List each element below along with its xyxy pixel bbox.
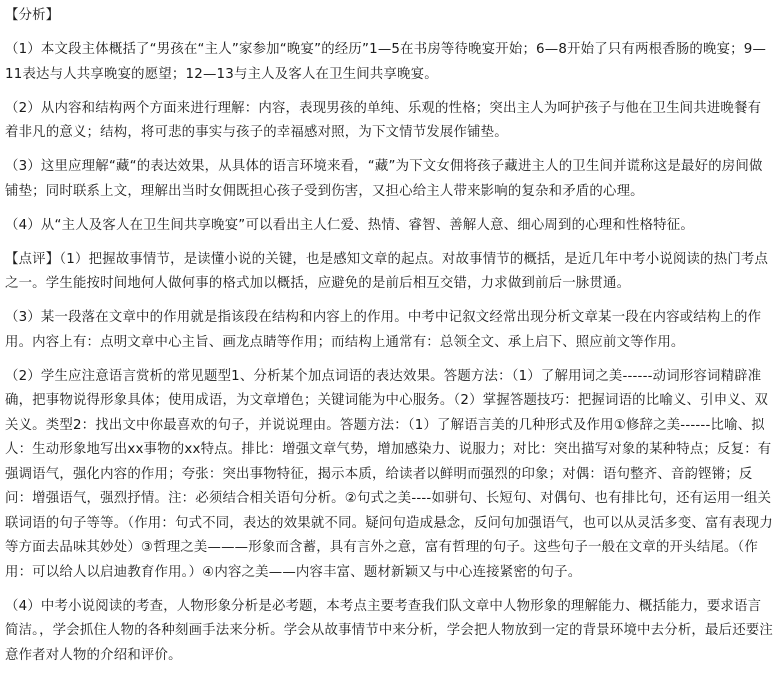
comment-point-2: （2）学生应注意语言赏析的常见题型1、分析某个加点词语的表达效果。答题方法：（1）了解用词之美------动词形容词精辟准确，把事物说得形象具体；使用成语，为文章增色；关键词能为中心服务。（2）掌握答题技巧：把握词语的比喻义、引申义、双关义。类型2：找出文中你最喜欢的句子，并说说理由。答题方法：（1）了解语言美的几种形式及作用①修辞之美------比喻、拟人：生动形象地写出xx事物的xx特点。排比：增强文章气势，增加感染力、说服力；对比：突出描写对象的某种特点；反复：有强调语气，强化内容的作用；夸张：突出事物特征，揭示本质，给读者以鲜明而强烈的印象；对偶：语句整齐、音韵铿锵；反问：增强语气，强烈抒情。注：必须结合相关语句分析。②句式之美----如骈句、长短句、对偶句、也有排比句，还有运用一组关联词语的句子等等。（作用：句式不同，表达的效果就不同。疑问句造成悬念，反问句加强语气，也可以从灵活多变、富有表现力等方面去品味其妙处）③哲理之美———形象而含蓄，具有言外之意，富有哲理的句子。这些句子一般在文章的开头结尾。（作用：可以给人以启迪教育作用。）④内容之美——内容丰富、题材新颖又与中心连接紧密的句子。 [5,368,773,580]
analysis-point-3: （3）这里应理解“藏“的表达效果，从具体的语言环境来看，“藏”为下文女佣将孩子藏进主人的卫生间并谎称这是最好的房间做铺垫；同时联系上文，理解出当时女佣既担心孩子受到伤害，又担心给主人带来影响的复杂和矛盾的心理。 [5,159,763,199]
analysis-point-2: （2）从内容和结构两个方面来进行理解：内容，表现男孩的单纯、乐观的性格；突出主人为呵护孩子与他在卫生间共进晚餐有着非凡的意义；结构，将可悲的事实与孩子的幸福感对照，为下文情节发展作铺垫。 [5,100,762,140]
comment-point-3: （3）某一段落在文章中的作用就是指该段在结构和内容上的作用。中考中记叙文经常出现分析文章某一段在内容或结构上的作用。内容上有：点明文章中心主旨、画龙点睛等作用；而结构上通常有：总领全文、承上启下、照应前文等作用。 [5,310,762,350]
analysis-point-4: （4）从“主人及客人在卫生间共享晚宴”可以看出主人仁爱、热情、睿智、善解人意、细心周到的心理和性格特征。 [5,217,694,233]
analysis-heading: 【分析】 [5,8,60,23]
comment-point-4: （4）中考小说阅读的考查，人物形象分析是必考题，本考点主要考查我们队文章中人物形象的理解能力、概括能力，要求语言简洁。，学会抓住人物的各种刻画手法来分析。学会从故事情节中来分析，学会把人物放到一定的背景环境中去分析，最后还要注意作者对人物的介绍和评价。 [5,598,773,663]
analysis-point-1: （1）本文段主体概括了“男孩在“主人”家参加“晚宴”的经历”1—5在书房等待晚宴开始；6—8开始了只有两根香肠的晚宴；9—11表达与人共享晚宴的愿望；12—13与主人及客人在卫生间共享晚宴。 [5,42,767,82]
comment-point-1: 【点评】（1）把握故事情节，是读懂小说的关键，也是感知文章的起点。对故事情节的概括，是近几年中考小说阅读的热门考点之一。学生能按时间地何人做何事的格式加以概括，应避免的是前后相互交错，力求做到前后一脉贯通。 [5,251,769,291]
